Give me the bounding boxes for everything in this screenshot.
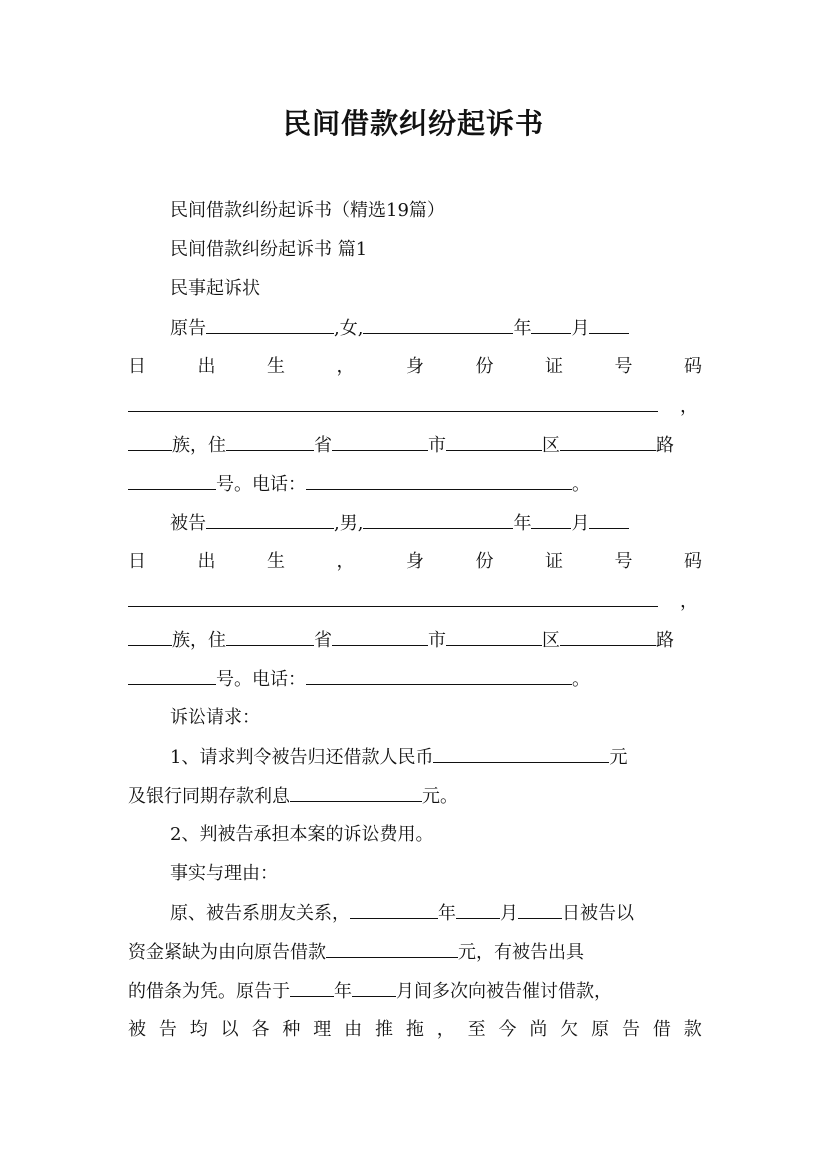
phone-label: 号。电话： [216, 669, 306, 690]
subtitle-line: 民间借款纠纷起诉书（精选19篇） [170, 200, 445, 221]
phone-line [128, 469, 702, 500]
char: 以 [220, 1019, 239, 1040]
defendant-label: 被告 [170, 513, 206, 534]
section-heading: 民间借款纠纷起诉书 篇1 [170, 239, 368, 260]
char: 身 [406, 551, 424, 572]
ethnic-label: 族，住 [172, 435, 226, 456]
facts-line-3 [128, 976, 702, 1007]
char: 至 [467, 1019, 486, 1040]
char: ， [336, 356, 355, 377]
blank-field [332, 625, 428, 646]
gender-label: ,男, [334, 513, 364, 534]
month-label: 月 [571, 318, 590, 339]
facts-text: 的借条为凭。原告于 [128, 981, 290, 1002]
claim-1-cont-line [128, 781, 702, 812]
id-number-line [128, 586, 702, 617]
char: 告 [622, 1019, 640, 1040]
char: 推 [375, 1019, 393, 1040]
char: 号 [614, 551, 633, 572]
blank-field [128, 586, 658, 607]
facts-text: 原、被告系朋友关系， [170, 903, 350, 924]
yuan-label: 元。 [422, 786, 458, 807]
city-label: 市 [428, 630, 446, 651]
blank-field [306, 469, 572, 490]
facts-text: 元，有被告出具 [458, 942, 584, 963]
blank-field [560, 625, 656, 646]
blank-field [306, 664, 572, 685]
comma: ， [680, 591, 698, 612]
id-number-line [128, 391, 702, 422]
char: 今 [498, 1019, 517, 1040]
blank-field [206, 508, 334, 529]
blank-field [326, 937, 458, 958]
char: 种 [282, 1019, 301, 1040]
plaintiff-label: 原告 [170, 318, 206, 339]
blank-field [206, 313, 334, 334]
comma: ， [680, 396, 698, 417]
facts-text: 资金紧缺为由向原告借款 [128, 942, 326, 963]
address-line [128, 430, 702, 461]
document-title: 民间借款纠纷起诉书 [282, 107, 544, 140]
yuan-label: 元 [609, 747, 628, 768]
birth-id-line [128, 352, 702, 382]
province-label: 省 [314, 435, 332, 456]
claim-1-line [170, 742, 702, 773]
defendant-line [170, 508, 702, 539]
year-label: 年 [513, 513, 532, 534]
period: 。 [572, 669, 590, 690]
blank-field [332, 430, 428, 451]
district-label: 区 [542, 435, 560, 456]
blank-field [531, 508, 571, 529]
char: 出 [197, 356, 216, 377]
char: 理 [313, 1019, 332, 1040]
char: 身 [406, 356, 424, 377]
blank-field [446, 625, 542, 646]
phone-label: 号。电话： [216, 474, 306, 495]
char: 被 [128, 1019, 146, 1040]
year-label: 年 [513, 318, 532, 339]
blank-field [128, 430, 172, 451]
char: 拖 [405, 1019, 424, 1040]
blank-field [352, 976, 396, 997]
char: 借 [652, 1019, 671, 1040]
road-label: 路 [656, 630, 674, 651]
gender-label: ,女, [334, 318, 364, 339]
blank-field [128, 391, 658, 412]
interest-text: 及银行同期存款利息 [128, 786, 290, 807]
blank-field [518, 898, 562, 919]
char: 生 [267, 551, 285, 572]
facts-line-4 [128, 1015, 702, 1045]
month-label: 月 [571, 513, 590, 534]
blank-field [363, 508, 513, 529]
char: 由 [344, 1019, 363, 1040]
district-label: 区 [542, 630, 560, 651]
blank-field [226, 625, 314, 646]
blank-field [433, 742, 609, 763]
blank-field [363, 313, 513, 334]
char: 日 [128, 551, 146, 572]
complaint-heading: 民事起诉状 [170, 278, 260, 299]
blank-field [290, 976, 334, 997]
year-label: 年 [334, 981, 352, 1002]
claims-heading: 诉讼请求： [170, 707, 260, 728]
blank-field [226, 430, 314, 451]
char: 均 [189, 1019, 208, 1040]
blank-field [128, 664, 216, 685]
blank-field [560, 430, 656, 451]
city-label: 市 [428, 435, 446, 456]
char: 出 [197, 551, 216, 572]
char: 证 [545, 356, 563, 377]
char: 生 [267, 356, 285, 377]
char: 尚 [529, 1019, 548, 1040]
char: 原 [591, 1019, 610, 1040]
char: 码 [684, 551, 702, 572]
char: 份 [475, 551, 494, 572]
char: ， [336, 551, 355, 572]
char: 证 [545, 551, 563, 572]
year-label: 年 [438, 903, 456, 924]
claim-1-text: 1、请求判令被告归还借款人民币 [170, 747, 434, 768]
char: 份 [475, 356, 494, 377]
facts-line-1 [170, 898, 702, 929]
blank-field [531, 313, 571, 334]
char: 各 [251, 1019, 270, 1040]
ethnic-label: 族，住 [172, 630, 226, 651]
char: 号 [614, 356, 633, 377]
facts-line-2 [128, 937, 702, 968]
claim-2-line: 2、判被告承担本案的诉讼费用。 [170, 824, 434, 845]
period: 。 [572, 474, 590, 495]
blank-field [456, 898, 500, 919]
province-label: 省 [314, 630, 332, 651]
char: 款 [683, 1019, 702, 1040]
char: 码 [684, 356, 702, 377]
blank-field [589, 508, 629, 529]
blank-field [589, 313, 629, 334]
char: 告 [158, 1019, 177, 1040]
month-label: 月 [500, 903, 518, 924]
blank-field [446, 430, 542, 451]
plaintiff-line [170, 313, 702, 344]
facts-heading: 事实与理由： [170, 863, 278, 884]
road-label: 路 [656, 435, 674, 456]
blank-field [350, 898, 438, 919]
blank-field [128, 625, 172, 646]
blank-field [290, 781, 422, 802]
char: 日 [128, 356, 146, 377]
facts-text: 月间多次向被告催讨借款， [396, 981, 612, 1002]
birth-id-line [128, 547, 702, 577]
char: 欠 [560, 1019, 579, 1040]
phone-line [128, 664, 702, 695]
address-line [128, 625, 702, 656]
blank-field [128, 469, 216, 490]
char: ， [436, 1019, 455, 1040]
facts-text: 日被告以 [562, 903, 634, 924]
